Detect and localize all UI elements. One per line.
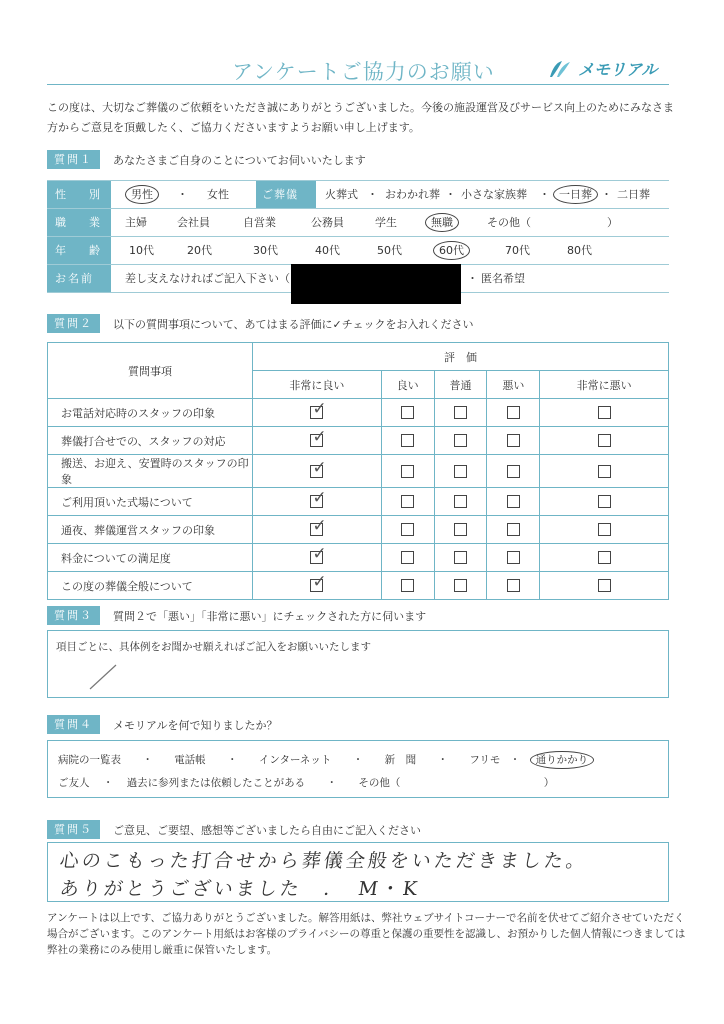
- source-option[interactable]: 電話帳: [174, 754, 206, 766]
- funeral-option-selected[interactable]: 一日葬: [553, 181, 598, 208]
- q5-text: ご意見、ご要望、感想等ございましたら自由にご記入ください: [113, 824, 421, 837]
- rating-checkbox[interactable]: [507, 465, 520, 478]
- rating-checkbox[interactable]: [401, 523, 414, 536]
- rating-cell: [381, 399, 434, 427]
- q5-answer-line1: 心のこもった打合せから葬儀全般をいただきました。: [58, 850, 590, 872]
- rating-checkbox[interactable]: [598, 406, 611, 419]
- col-item-header: 質問事項: [48, 343, 253, 399]
- table-row: [48, 455, 669, 488]
- question-item: 搬送、お迎え、安置時のスタッフの印象: [48, 455, 253, 488]
- rating-cell: [434, 516, 487, 544]
- brand-logo: [548, 57, 657, 80]
- rating-checkbox[interactable]: [454, 406, 467, 419]
- rating-cell: [540, 572, 669, 600]
- age-label: 年 齢: [47, 237, 111, 264]
- source-option[interactable]: 病院の一覧表: [58, 754, 121, 766]
- rating-header: 非常に悪い: [540, 371, 669, 399]
- rating-checkbox[interactable]: [598, 465, 611, 478]
- pen-stroke-icon: [88, 661, 118, 691]
- q4-text: メモリアルを何で知りましたか？: [113, 719, 278, 732]
- rating-header: 悪い: [487, 371, 540, 399]
- source-option[interactable]: 過去に参列または依頼したことがある: [126, 777, 306, 789]
- job-close: ）: [607, 216, 618, 229]
- source-option[interactable]: フリモ: [469, 754, 501, 766]
- source-option[interactable]: インターネット: [258, 754, 332, 766]
- source-option[interactable]: その他（: [358, 777, 401, 789]
- table-row: [48, 572, 669, 600]
- rating-cell: [434, 572, 487, 600]
- rating-checkbox[interactable]: [401, 465, 414, 478]
- rating-checkbox[interactable]: [454, 465, 467, 478]
- q3-prompt: 項目ごとに、具体例をお聞かせ願えればご記入をお願いいたします: [56, 641, 371, 653]
- rating-cell: [540, 427, 669, 455]
- rating-checkbox[interactable]: [507, 551, 520, 564]
- form-title: アンケートご協力のお願い: [232, 60, 495, 84]
- redacted-name: [291, 264, 461, 304]
- rating-checkbox[interactable]: [310, 579, 323, 592]
- rating-cell: [253, 399, 382, 427]
- question-item: 通夜、葬儀運営スタッフの印象: [48, 516, 253, 544]
- rating-checkbox[interactable]: [598, 434, 611, 447]
- q4-label: 質問４: [47, 715, 100, 734]
- rating-cell: [540, 516, 669, 544]
- age-option-selected[interactable]: 60代: [433, 237, 470, 264]
- rating-checkbox[interactable]: [310, 406, 323, 419]
- rating-cell: [381, 516, 434, 544]
- age-option[interactable]: 80代: [567, 244, 592, 257]
- intro-text: この度は、大切なご葬儀のご依頼をいただき誠にありがとうございました。今後の施設運営及びサービス向上のためにみなさま方からご意見を頂戴したく、ご協力くださいますようお願い申し上げます。: [47, 101, 674, 134]
- table-row: [48, 516, 669, 544]
- rating-checkbox[interactable]: [598, 579, 611, 592]
- q3-answer-box[interactable]: [47, 630, 669, 698]
- evaluation-table: [47, 342, 669, 600]
- job-label: 職 業: [47, 209, 111, 236]
- funeral-option[interactable]: 火葬式: [325, 188, 358, 201]
- rating-checkbox[interactable]: [598, 495, 611, 508]
- rating-checkbox[interactable]: [401, 495, 414, 508]
- rating-cell: [253, 516, 382, 544]
- age-option[interactable]: 50代: [377, 244, 402, 257]
- q4-row2: ご友人 ・ 過去に参列または依頼したことがある ・ その他（ ）: [58, 777, 555, 789]
- gender-row: 性 別 男性 ・ 女性 ご葬儀 火葬式 ・ おわかれ葬 ・ 小さな家族葬 ・ 一日葬 ・ 二日葬: [47, 181, 669, 209]
- rating-checkbox[interactable]: [507, 579, 520, 592]
- job-option[interactable]: 公務員: [311, 216, 344, 229]
- job-option[interactable]: 学生: [375, 216, 397, 229]
- rating-checkbox[interactable]: [310, 551, 323, 564]
- col-eval-header: 評 価: [253, 343, 669, 371]
- rating-checkbox[interactable]: [598, 523, 611, 536]
- job-option[interactable]: 自営業: [243, 216, 276, 229]
- job-option[interactable]: 主婦: [125, 216, 147, 229]
- q1-label: 質問１: [47, 150, 100, 169]
- q2-text: 以下の質問事項について、あてはまる評価に✓チェックをお入れください: [113, 318, 474, 331]
- separator: ・: [177, 188, 188, 201]
- table-row: [48, 399, 669, 427]
- rating-checkbox[interactable]: [310, 434, 323, 447]
- rating-cell: [487, 572, 540, 600]
- q3-text: 質問２で「悪い」「非常に悪い」にチェックされた方に伺います: [113, 610, 427, 623]
- rating-checkbox[interactable]: [454, 495, 467, 508]
- rating-checkbox[interactable]: [310, 495, 323, 508]
- table-row: [48, 544, 669, 572]
- age-option[interactable]: 70代: [505, 244, 530, 257]
- age-option[interactable]: 40代: [315, 244, 340, 257]
- age-option[interactable]: 30代: [253, 244, 278, 257]
- funeral-option[interactable]: 二日葬: [617, 188, 650, 201]
- table-row: [48, 427, 669, 455]
- funeral-option[interactable]: 小さな家族葬: [461, 188, 527, 201]
- rating-checkbox[interactable]: [507, 495, 520, 508]
- source-option[interactable]: 新 聞: [384, 754, 417, 766]
- question-item: 葬儀打合せでの、スタッフの対応: [48, 427, 253, 455]
- rating-checkbox[interactable]: [401, 434, 414, 447]
- name-prompt: 差し支えなければご記入下さい（: [125, 272, 290, 285]
- rating-cell: [487, 399, 540, 427]
- rating-cell: [381, 572, 434, 600]
- job-option[interactable]: その他（: [487, 216, 531, 229]
- q5-label: 質問５: [47, 820, 100, 839]
- age-row: [47, 237, 669, 265]
- rating-header: 非常に良い: [253, 371, 382, 399]
- rating-header: 普通: [434, 371, 487, 399]
- rating-checkbox[interactable]: [454, 551, 467, 564]
- rating-cell: [253, 488, 382, 516]
- rating-checkbox[interactable]: [507, 406, 520, 419]
- q2-label: 質問２: [47, 314, 100, 333]
- rating-cell: [381, 455, 434, 488]
- rating-cell: [434, 544, 487, 572]
- funeral-option[interactable]: おわかれ葬: [385, 188, 440, 201]
- rating-cell: [540, 399, 669, 427]
- funeral-label: ご葬儀: [256, 181, 316, 208]
- q4-options-box: [47, 740, 669, 798]
- question-item: ご利用頂いた式場について: [48, 488, 253, 516]
- q5-answer-line2: ありがとうございました ． M・K: [58, 878, 422, 900]
- rating-cell: [540, 455, 669, 488]
- rating-cell: [487, 516, 540, 544]
- rating-checkbox[interactable]: [401, 579, 414, 592]
- rating-cell: [253, 544, 382, 572]
- rating-checkbox[interactable]: [401, 551, 414, 564]
- question-item: お電話対応時のスタッフの印象: [48, 399, 253, 427]
- rating-cell: [253, 427, 382, 455]
- rating-cell: [253, 455, 382, 488]
- q4-row1: 病院の一覧表 ・ 電話帳 ・ インターネット ・ 新 聞 ・ フリモ ・ 通りかかり: [58, 752, 594, 767]
- table-row: [48, 488, 669, 516]
- age-option[interactable]: 10代: [129, 244, 154, 257]
- rating-cell: [434, 455, 487, 488]
- leaf-logo-icon: [548, 59, 574, 79]
- rating-checkbox[interactable]: [401, 406, 414, 419]
- job-option[interactable]: 会社員: [177, 216, 210, 229]
- gender-option-male[interactable]: 男性: [125, 181, 159, 208]
- rating-checkbox[interactable]: [310, 465, 323, 478]
- name-row: お名前 差し支えなければご記入下さい（ ・ 匿名希望: [47, 265, 669, 293]
- rating-cell: [434, 399, 487, 427]
- rating-checkbox[interactable]: [310, 523, 323, 536]
- rating-cell: [487, 427, 540, 455]
- rating-checkbox[interactable]: [507, 434, 520, 447]
- name-label: お名前: [47, 265, 111, 292]
- rating-cell: [381, 544, 434, 572]
- rating-header: 良い: [381, 371, 434, 399]
- rating-cell: [381, 488, 434, 516]
- rating-cell: [487, 544, 540, 572]
- rating-cell: [487, 488, 540, 516]
- rating-cell: [434, 488, 487, 516]
- source-option[interactable]: ご友人: [58, 777, 90, 789]
- rating-cell: [434, 427, 487, 455]
- q3-label: 質問３: [47, 606, 100, 625]
- other-close: ）: [543, 777, 555, 789]
- job-option-selected[interactable]: 無職: [425, 209, 459, 236]
- rating-checkbox[interactable]: [454, 434, 467, 447]
- rating-cell: [487, 455, 540, 488]
- rating-cell: [540, 488, 669, 516]
- rating-checkbox[interactable]: [598, 551, 611, 564]
- rating-cell: [540, 544, 669, 572]
- anonymous-option[interactable]: 匿名希望: [481, 272, 525, 285]
- rating-cell: [253, 572, 382, 600]
- job-row: [47, 209, 669, 237]
- rating-checkbox[interactable]: [507, 523, 520, 536]
- gender-label: 性 別: [47, 181, 111, 208]
- header-divider: [47, 84, 669, 85]
- footer-note: アンケートは以上です、ご協力ありがとうございました。解答用紙は、弊社ウェブサイトコーナーで名前を伏せてご紹介させていただく場合がございます。このアンケート用紙はお客様のプライバシーの尊重と保護の重要性を認識し、お預かりした個人情報につきましては弊社の業務にのみ使用し厳重に保管いたします。: [47, 912, 686, 956]
- question-item: 料金についての満足度: [48, 544, 253, 572]
- age-option[interactable]: 20代: [187, 244, 212, 257]
- rating-checkbox[interactable]: [454, 523, 467, 536]
- q1-text: あなたさまご自身のことについてお伺いいたします: [113, 154, 366, 167]
- rating-cell: [381, 427, 434, 455]
- question-item: この度の葬儀全般について: [48, 572, 253, 600]
- rating-checkbox[interactable]: [454, 579, 467, 592]
- brand-name: メモリアル: [578, 60, 658, 79]
- source-option-selected[interactable]: 通りかかり: [530, 751, 595, 769]
- gender-option-female[interactable]: 女性: [207, 188, 229, 201]
